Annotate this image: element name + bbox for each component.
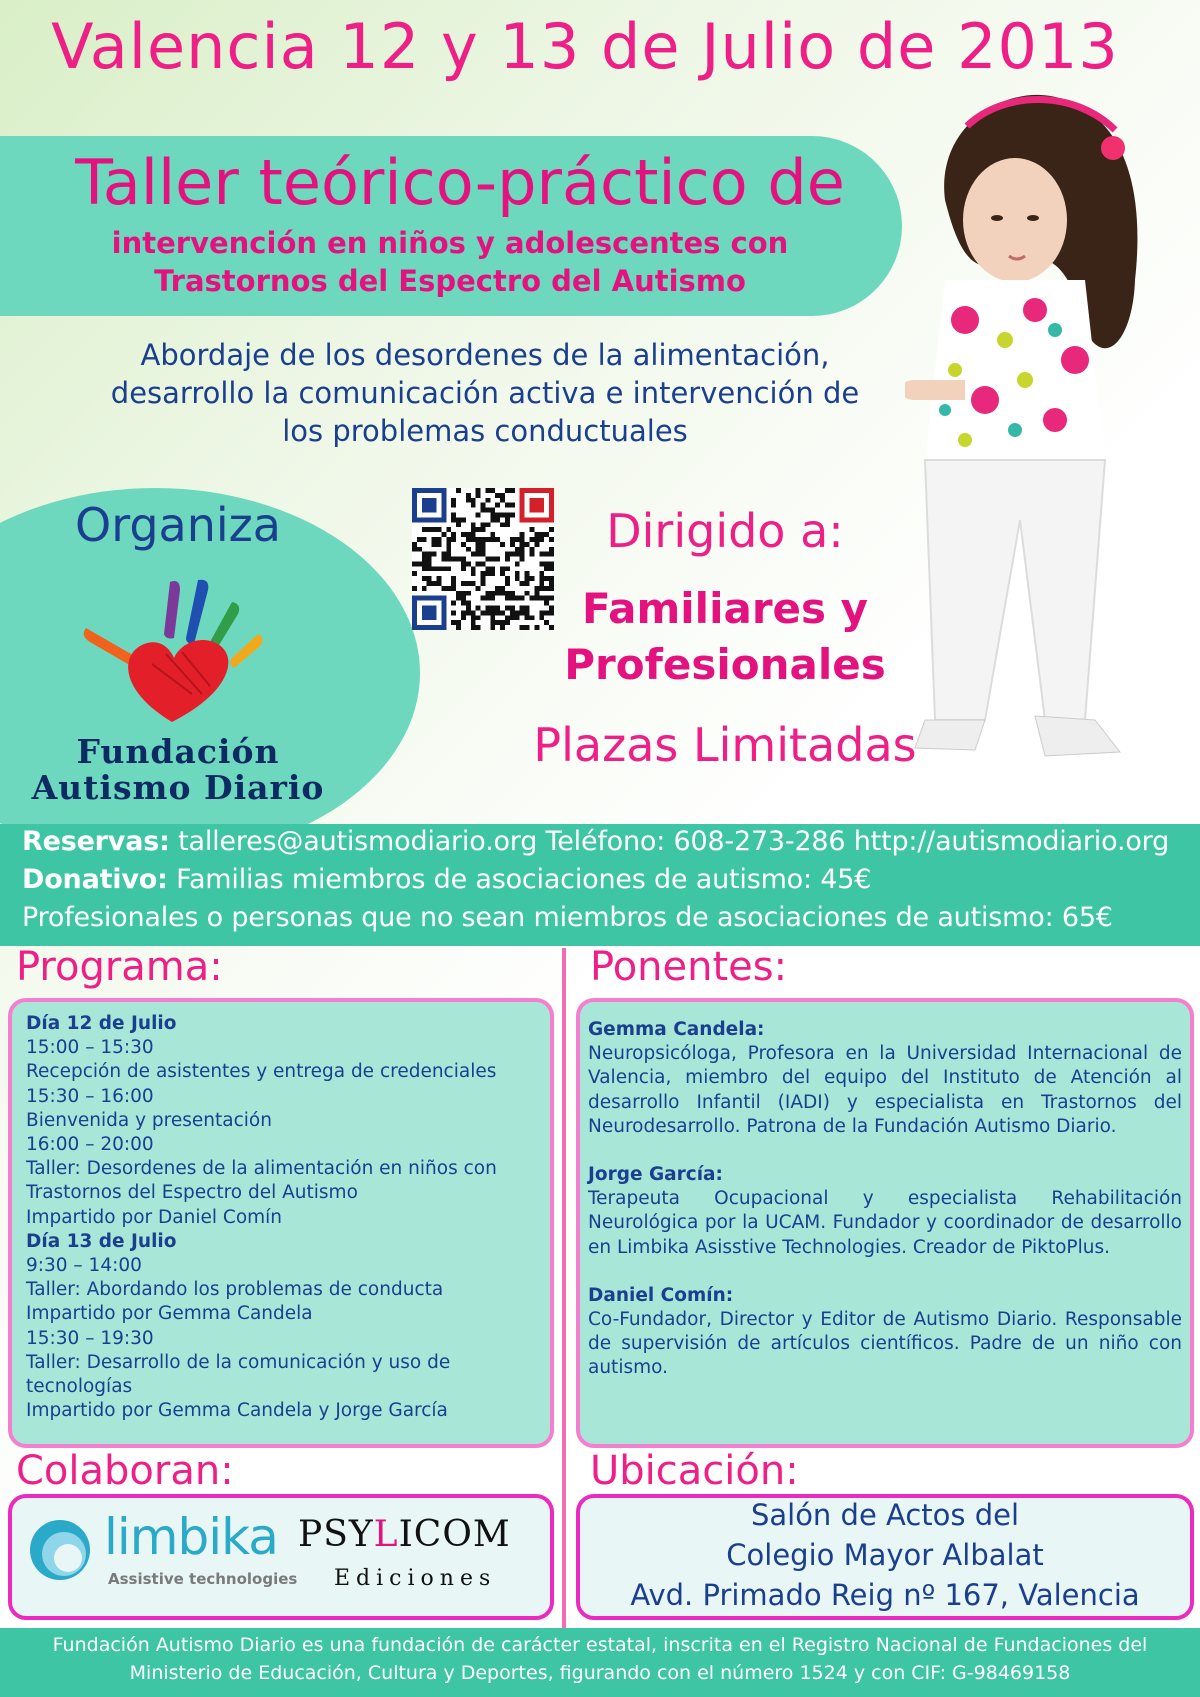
donativo-value: Familias miembros de asociaciones de autismo: 45€ bbox=[167, 864, 872, 895]
speaker-bio: Co-Fundador, Director y Editor de Autismo Diario. Responsable de supervisión de artículos científicos. Padre de un niño con autismo. bbox=[588, 1309, 1182, 1379]
programa-item: Impartido por Gemma Candela bbox=[26, 1303, 313, 1325]
speaker-name: Daniel Comín: bbox=[588, 1284, 734, 1306]
banner-subtitle: intervención en niños y adolescentes con bbox=[111, 226, 789, 260]
limbika-logo-text: limbika bbox=[104, 1508, 278, 1566]
programa-item: Trastornos del Espectro del Autismo bbox=[26, 1182, 358, 1204]
foundation-name: Fundación bbox=[76, 732, 280, 771]
limbika-tagline: Assistive technologies bbox=[108, 1570, 298, 1588]
hand-heart-logo-icon bbox=[82, 572, 272, 732]
audience-text: Familiares y bbox=[581, 584, 869, 633]
reservas-contact[interactable]: talleres@autismodiario.org Teléfono: 608-273-286 http://autismodiario.org bbox=[169, 826, 1170, 857]
programa-item: Taller: Abordando los problemas de conducta bbox=[26, 1279, 444, 1301]
reservas-line bbox=[22, 826, 1192, 857]
reservas-label: Reservas: bbox=[22, 826, 170, 857]
footer-text: Fundación Autismo Diario es una fundación de carácter estatal, inscrita en el Registro Nacional de Fundaciones del bbox=[52, 1634, 1148, 1656]
psylicom-part: ICOM bbox=[398, 1514, 511, 1555]
footer-text: Ministerio de Educación, Cultura y Deportes, figurando con el número 1524 y con CIF: G-98469158 bbox=[129, 1662, 1071, 1684]
ponentes-heading: Ponentes: bbox=[590, 944, 788, 990]
programa-item: Impartido por Daniel Comín bbox=[26, 1206, 283, 1228]
audience-text: Profesionales bbox=[564, 640, 886, 689]
ponentes-list bbox=[588, 1018, 1182, 1405]
programa-heading: Programa: bbox=[16, 944, 223, 990]
programa-item: 15:00 – 15:30 bbox=[26, 1037, 154, 1059]
donativo-label: Donativo: bbox=[22, 864, 168, 895]
psylicom-subtitle: Ediciones bbox=[334, 1566, 497, 1591]
ubicacion-address: Avd. Primado Reig nº 167, Valencia bbox=[630, 1578, 1140, 1612]
organiza-label: Organiza bbox=[75, 498, 281, 552]
speaker-bio: Terapeuta Ocupacional y especialista Rehabilitación Neurológica por la UCAM. Fundador y coordinador de desarrollo en Limbika Asisstive Technologies. Creador de PiktoPlus. bbox=[588, 1188, 1182, 1258]
programa-item: 16:00 – 20:00 bbox=[26, 1134, 154, 1156]
psylicom-part: PSY bbox=[298, 1514, 374, 1555]
programa-day: Día 13 de Julio bbox=[26, 1230, 177, 1252]
ubicacion-heading: Ubicación: bbox=[590, 1448, 799, 1494]
speaker-bio: Neuropsicóloga, Profesora en la Universidad Internacional de Valencia, miembro del equipo del Instituto de Atención al desarrollo Infantil (IADI) y especialista en Trastornos del Neurodesarrollo. Patrona de la Fundación Autismo Diario. bbox=[588, 1043, 1182, 1137]
description-line: desarrollo la comunicación activa e intervención de bbox=[110, 376, 860, 410]
programa-item: 9:30 – 14:00 bbox=[26, 1255, 142, 1277]
programa-item: Bienvenida y presentación bbox=[26, 1109, 272, 1131]
programa-item: Recepción de asistentes y entrega de credenciales bbox=[26, 1061, 497, 1083]
donativo-line bbox=[22, 864, 1192, 895]
description-line: Abordaje de los desordenes de la alimentación, bbox=[140, 338, 830, 372]
speaker-entry bbox=[588, 1284, 1182, 1381]
programa-day: Día 12 de Julio bbox=[26, 1013, 177, 1034]
banner-title: Taller teórico-práctico de bbox=[75, 146, 845, 219]
speaker-entry bbox=[588, 1163, 1182, 1260]
page-title: Valencia 12 y 13 de Julio de 2013 bbox=[51, 10, 1119, 83]
psylicom-part: L bbox=[373, 1514, 399, 1555]
colaboran-heading: Colaboran: bbox=[16, 1448, 234, 1494]
column-divider bbox=[562, 948, 566, 1628]
foundation-name: Autismo Diario bbox=[31, 768, 325, 807]
profesionales-line: Profesionales o personas que no sean miembros de asociaciones de autismo: 65€ bbox=[22, 902, 1113, 933]
programa-item: 15:30 – 16:00 bbox=[26, 1085, 154, 1107]
ubicacion-line: Salón de Actos del bbox=[750, 1498, 1020, 1532]
ubicacion-line: Colegio Mayor Albalat bbox=[726, 1538, 1044, 1572]
dirigido-label: Dirigido a: bbox=[606, 504, 844, 558]
programa-item: Impartido por Gemma Candela y Jorge García bbox=[26, 1400, 448, 1422]
description-line: los problemas conductuales bbox=[282, 414, 688, 448]
programa-item: tecnologías bbox=[26, 1376, 133, 1398]
programa-item: Taller: Desordenes de la alimentación en niños con bbox=[26, 1158, 497, 1180]
speaker-name: Gemma Candela: bbox=[588, 1019, 765, 1040]
programa-list bbox=[26, 1012, 546, 1423]
programa-item: 15:30 – 19:30 bbox=[26, 1327, 154, 1349]
psylicom-logo-text bbox=[298, 1514, 511, 1555]
banner-subtitle: Trastornos del Espectro del Autismo bbox=[154, 264, 746, 298]
programa-item: Taller: Desarrollo de la comunicación y uso de bbox=[26, 1351, 451, 1373]
girl-photo bbox=[905, 80, 1200, 810]
speaker-name: Jorge García: bbox=[588, 1164, 723, 1186]
limited-seats-text: Plazas Limitadas bbox=[533, 718, 917, 772]
limbika-logo-icon bbox=[28, 1518, 92, 1582]
speaker-entry bbox=[588, 1018, 1182, 1139]
